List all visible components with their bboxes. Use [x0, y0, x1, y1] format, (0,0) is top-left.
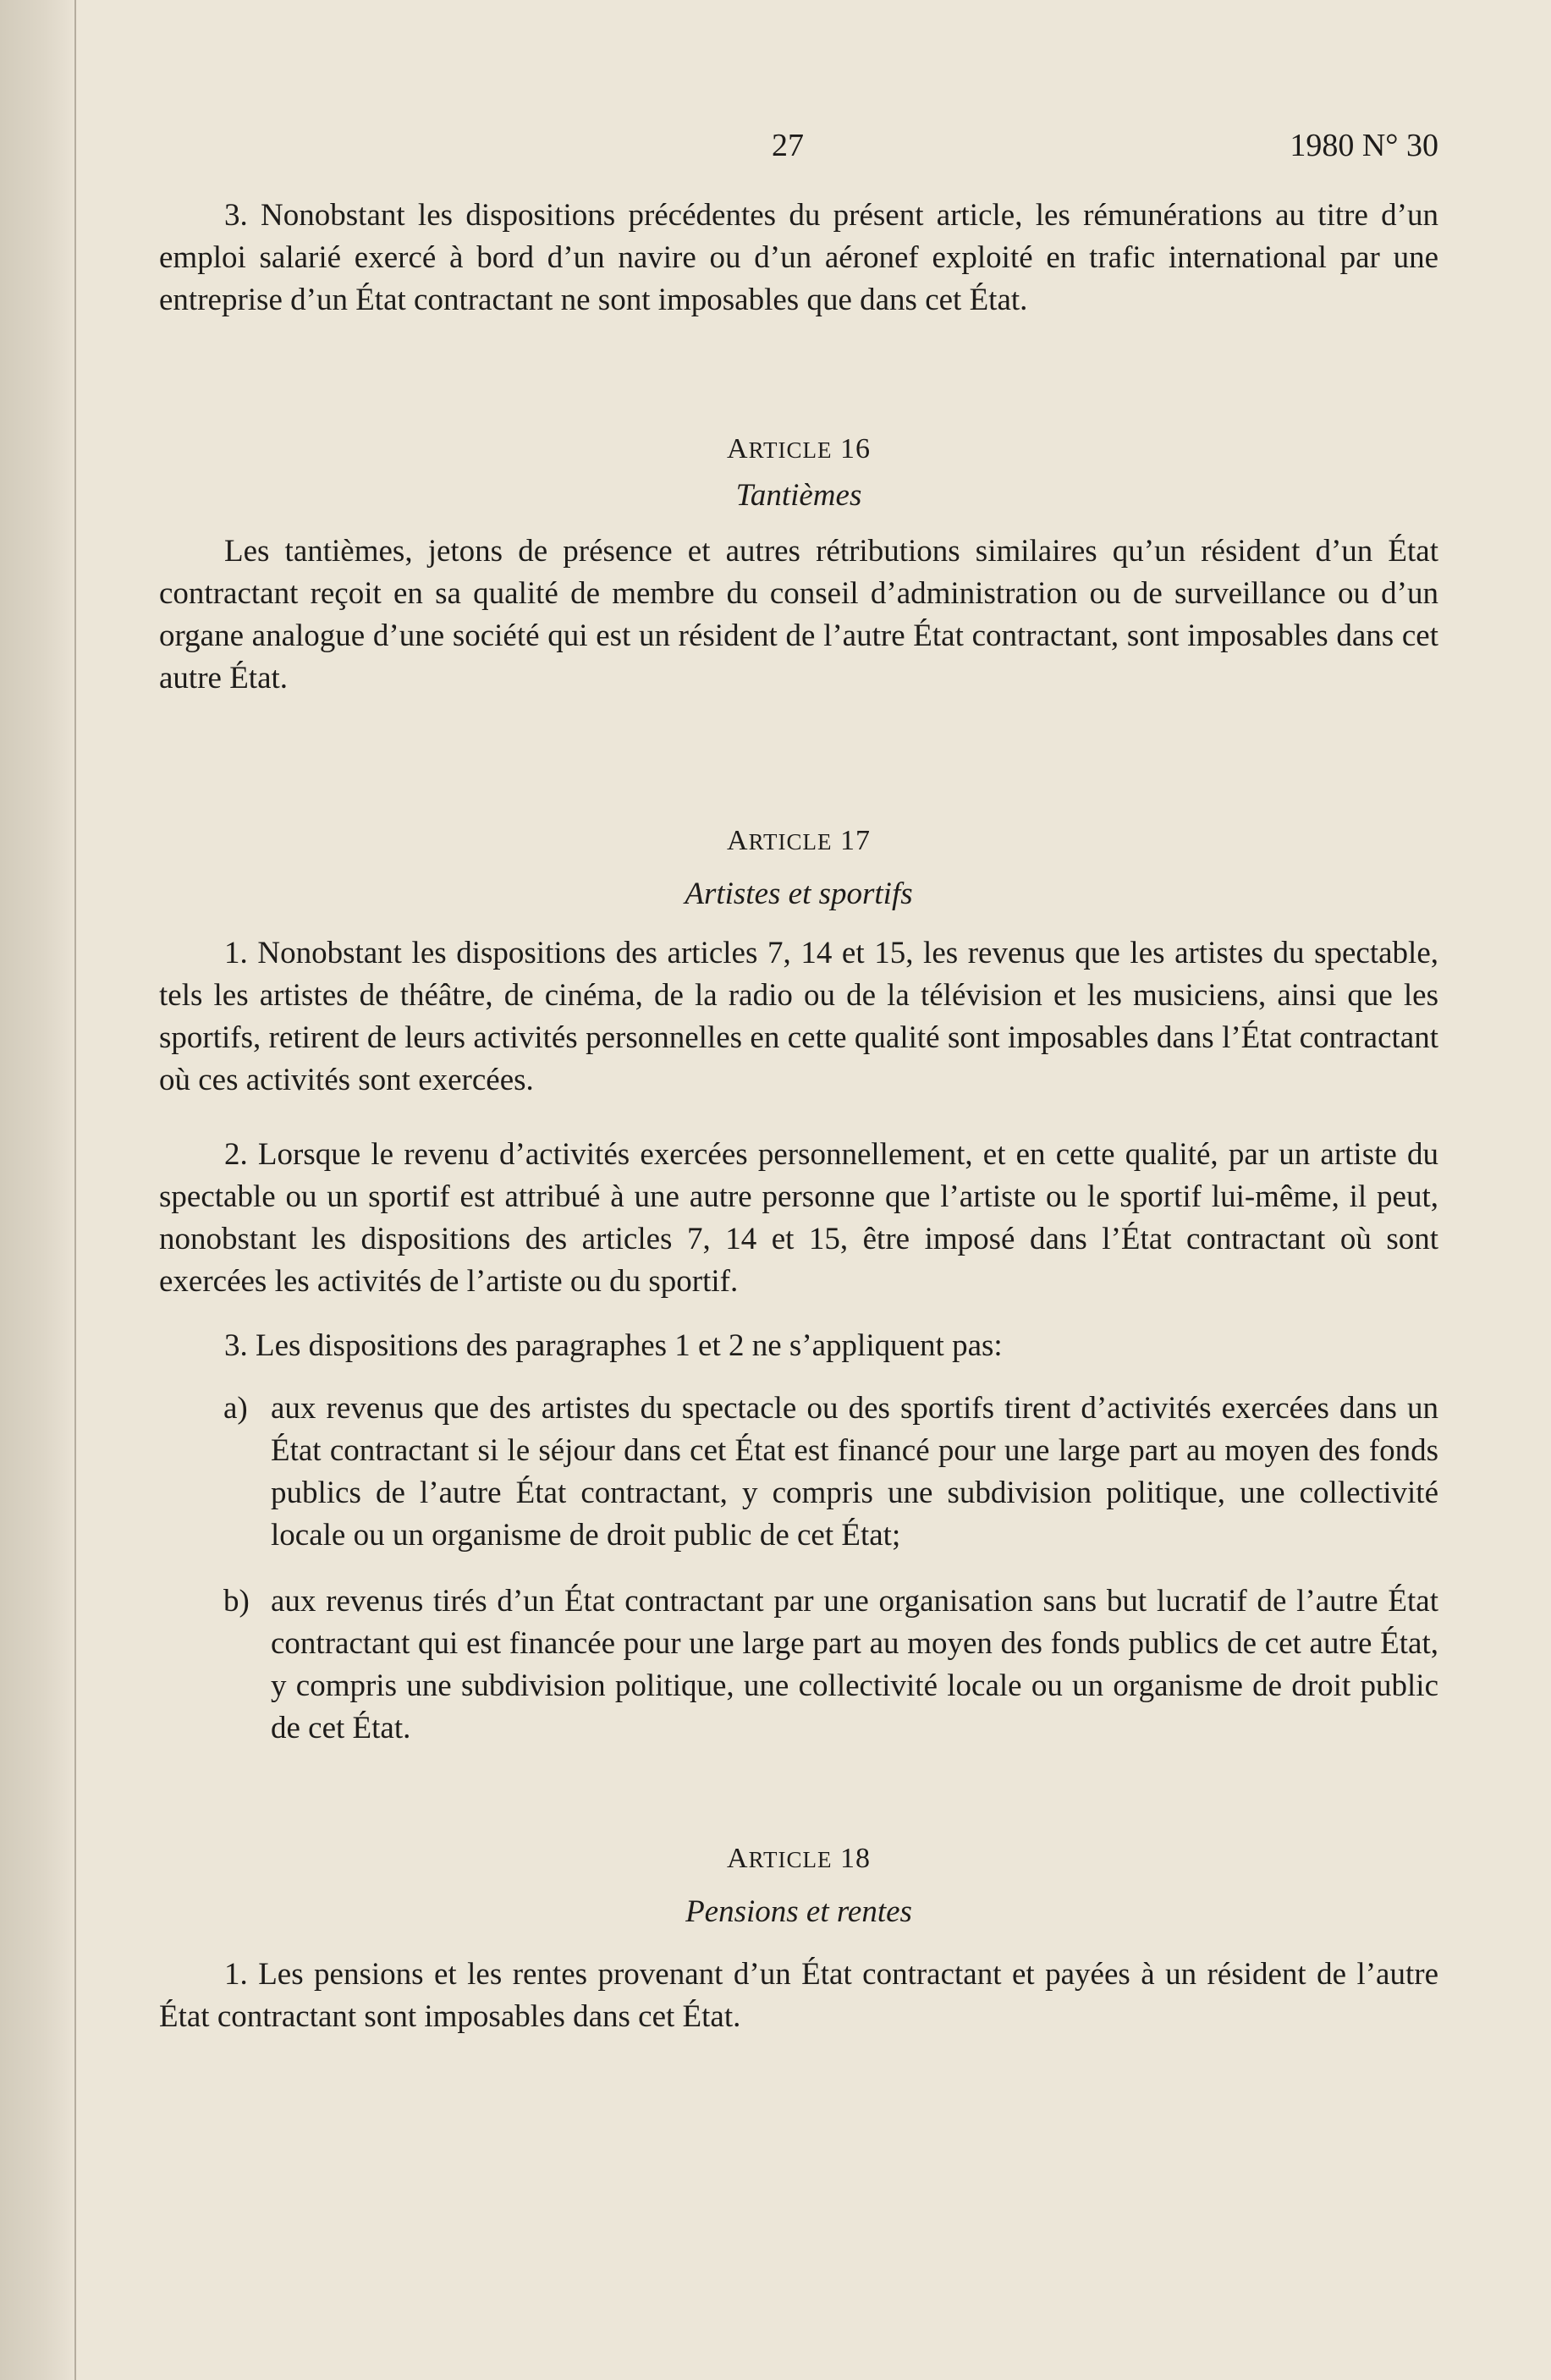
list-item-a [159, 1388, 1438, 1557]
article-17-heading [159, 820, 1438, 863]
art16-paragraph: Les tantièmes, jetons de présence et autres rétributions similaires qu’un résident d’un État contractant reçoit en sa qualité de membre du conseil d’administration ou de surveillance ou d’un organe analogue d’une société qui est un résident de l’autre État contractant, sont imposables dans cet autre État. [159, 534, 1438, 695]
heading-rest: RTICLE [748, 1847, 833, 1872]
article-18-heading [159, 1838, 1438, 1881]
book-spine-shadow [0, 0, 78, 2380]
article-18-title: Pensions et rentes [685, 1894, 912, 1929]
art17-paragraph-1: 1. Nonobstant les dispositions des articles 7, 14 et 15, les revenus que les artistes du spectable, tels les artistes de théâtre, de cinéma, de la radio ou de la télévision et les musiciens, ainsi que les sportifs, retirent de leurs activités personnelles en cette qualité sont imposables dans l’État contractant où ces activités sont exercées. [159, 936, 1438, 1097]
list-label-b: b) [223, 1584, 250, 1619]
article-number: 16 [839, 433, 871, 464]
article-17-title: Artistes et sportifs [685, 877, 913, 911]
heading-initial: A [727, 1843, 749, 1874]
article-16-heading [159, 428, 1438, 471]
gazette-reference: 1980 N° 30 [1290, 128, 1438, 163]
list-item-b [159, 1580, 1438, 1750]
art17-paragraph-2: 2. Lorsque le revenu d’activités exercées personnellement, et en cette qualité, par un artiste du spectable ou un sportif est attribué à une autre personne que l’artiste ou le sportif lui-même, il peut, nonobstant les dispositions des articles 7, 14 et 15, être imposé dans l’État contractant où sont exercées les activités de l’artiste ou du sportif. [159, 1137, 1438, 1299]
heading-initial: A [727, 825, 749, 856]
article-number: 17 [839, 825, 871, 856]
heading-rest: RTICLE [748, 437, 833, 463]
article-16-title: Tantièmes [735, 478, 862, 513]
art18-paragraph-1: 1. Les pensions et les rentes provenant d’un État contractant et payées à un résident de l’autre État contractant sont imposables dans cet État. [159, 1957, 1438, 2034]
heading-initial: A [727, 433, 749, 464]
gutter-line [74, 0, 76, 2380]
art17-paragraph-3: 3. Les dispositions des paragraphes 1 et 2 ne s’appliquent pas: [224, 1328, 1003, 1363]
list-text-a: aux revenus que des artistes du spectacle ou des sportifs tirent d’activités exercées dans un État contractant si le séjour dans cet État est financé pour une large part au moyen des fonds publics de l’autre État contractant, y compris une subdivision politique, une collectivité locale ou un organisme de droit public de cet État; [271, 1391, 1438, 1553]
list-text-b: aux revenus tirés d’un État contractant par une organisation sans but lucratif de l’autre État contractant qui est financée pour une large part au moyen des fonds publics de cet autre État, y compris une subdivision politique, une collectivité locale ou un organisme de droit public de cet État. [271, 1584, 1438, 1745]
heading-rest: RTICLE [748, 829, 833, 855]
page-header [159, 127, 1438, 195]
list-label-a: a) [223, 1391, 248, 1426]
article-number: 18 [839, 1843, 871, 1874]
document-page [159, 127, 1438, 2038]
page-number: 27 [772, 128, 804, 163]
art15-paragraph-3: 3. Nonobstant les dispositions précédentes du présent article, les rémunérations au titre d’un emploi salarié exercé à bord d’un navire ou d’un aéronef exploité en trafic international par une entreprise d’un État contractant ne sont imposables que dans cet État. [159, 198, 1438, 317]
